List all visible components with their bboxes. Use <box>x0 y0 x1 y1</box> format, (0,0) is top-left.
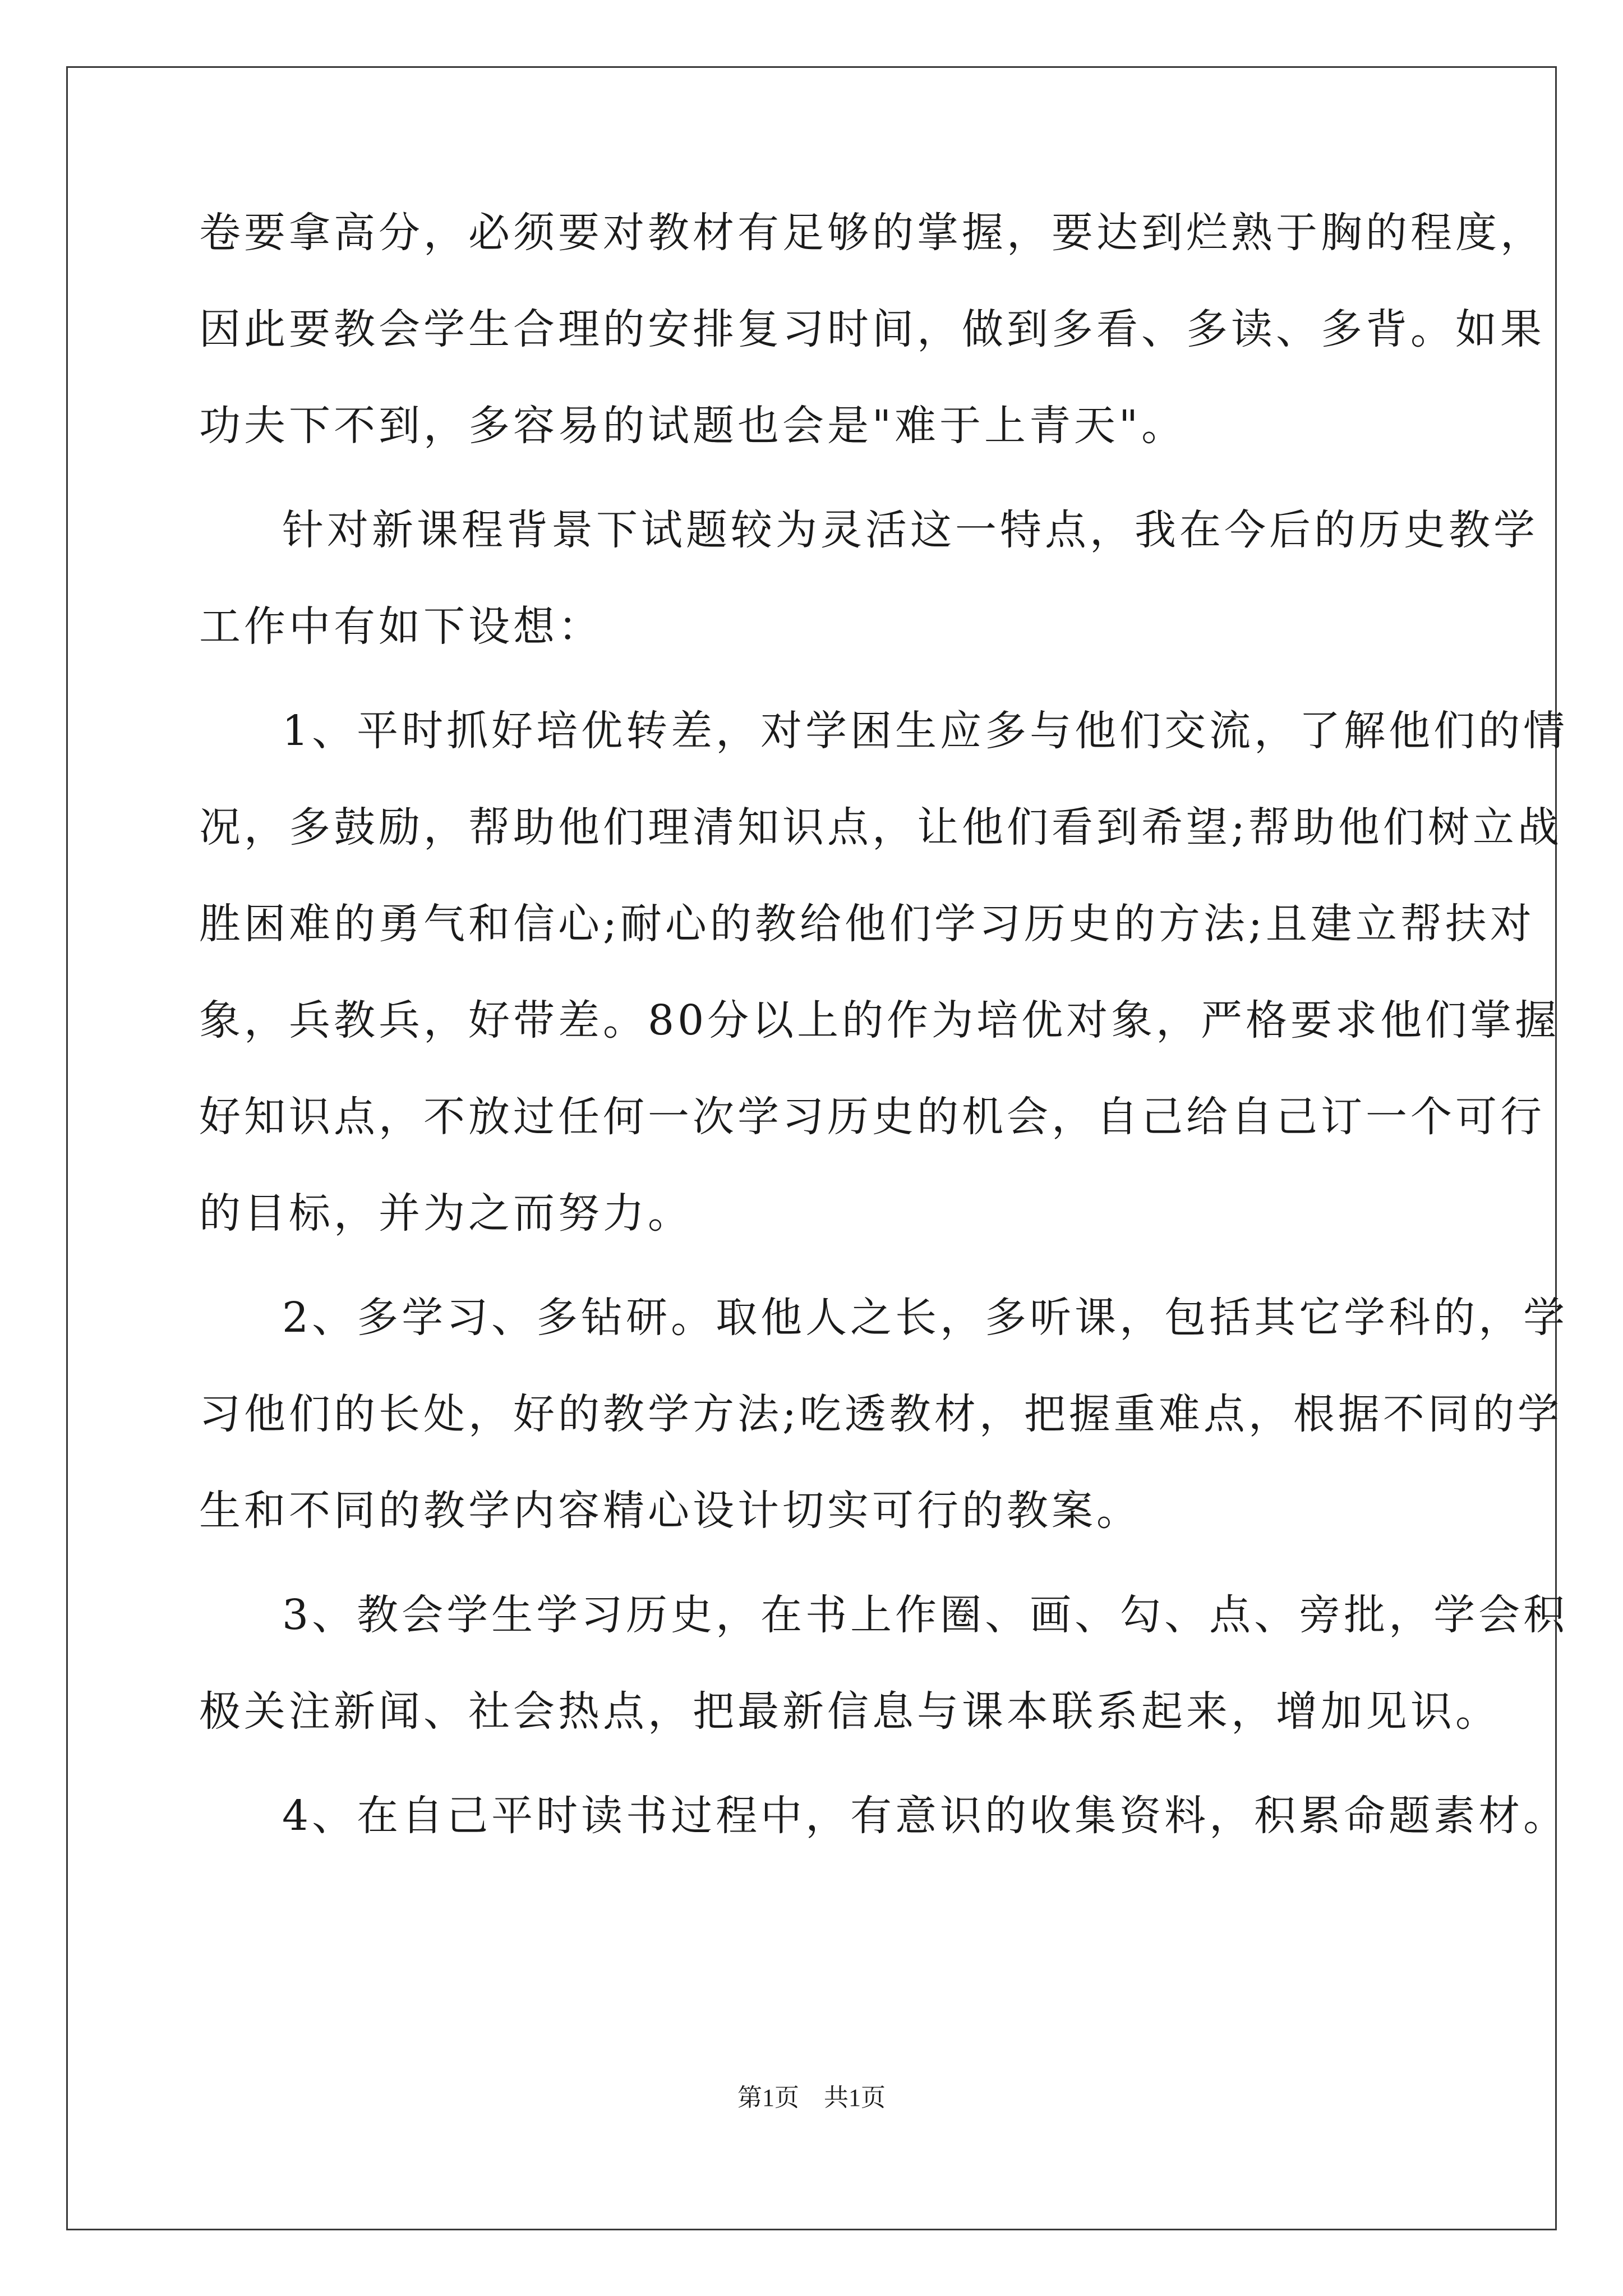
text-line: 极关注新闻、社会热点，把最新信息与课本联系起来，增加见识。 <box>199 1687 1500 1736</box>
page-footer <box>0 2086 1623 2110</box>
text-line: 功夫下不到，多容易的试题也会是"难于上青天"。 <box>199 402 1187 450</box>
text-line: 习他们的长处，好的教学方法;吃透教材，把握重难点，根据不同的学 <box>199 1390 1562 1438</box>
text-line: 的目标，并为之而努力。 <box>199 1189 693 1237</box>
text-line: 好知识点，不放过任何一次学习历史的机会，自己给自己订一个可行 <box>199 1093 1545 1141</box>
paragraph-first-line: 4、在自己平时读书过程中，有意识的收集资料，积累命题素材。 <box>282 1792 1569 1840</box>
text-line: 况，多鼓励，帮助他们理清知识点，让他们看到希望;帮助他们树立战 <box>199 803 1562 852</box>
page-border <box>66 66 1557 2230</box>
text-line: 胜困难的勇气和信心;耐心的教给他们学习历史的方法;且建立帮扶对 <box>199 900 1535 948</box>
text-line: 象，兵教兵，好带差。80分以上的作为培优对象，严格要求他们掌握 <box>199 996 1560 1045</box>
text-line: 工作中有如下设想： <box>199 602 603 651</box>
text-line: 卷要拿高分，必须要对教材有足够的掌握，要达到烂熟于胸的程度， <box>199 209 1545 257</box>
paragraph-first-line: 1、平时抓好培优转差，对学困生应多与他们交流，了解他们的情 <box>282 707 1569 755</box>
page-total: 共1页 <box>824 2084 886 2111</box>
paragraph-first-line: 3、教会学生学习历史，在书上作圈、画、勾、点、旁批，学会积 <box>282 1591 1569 1639</box>
page-number: 第1页 <box>737 2084 799 2111</box>
paragraph-first-line: 2、多学习、多钻研。取他人之长，多听课，包括其它学科的，学 <box>282 1294 1569 1342</box>
paragraph-first-line: 针对新课程背景下试题较为灵活这一特点，我在今后的历史教学 <box>282 506 1538 554</box>
text-line: 因此要教会学生合理的安排复习时间，做到多看、多读、多背。如果 <box>199 305 1545 353</box>
text-line: 生和不同的教学内容精心设计切实可行的教案。 <box>199 1487 1141 1535</box>
